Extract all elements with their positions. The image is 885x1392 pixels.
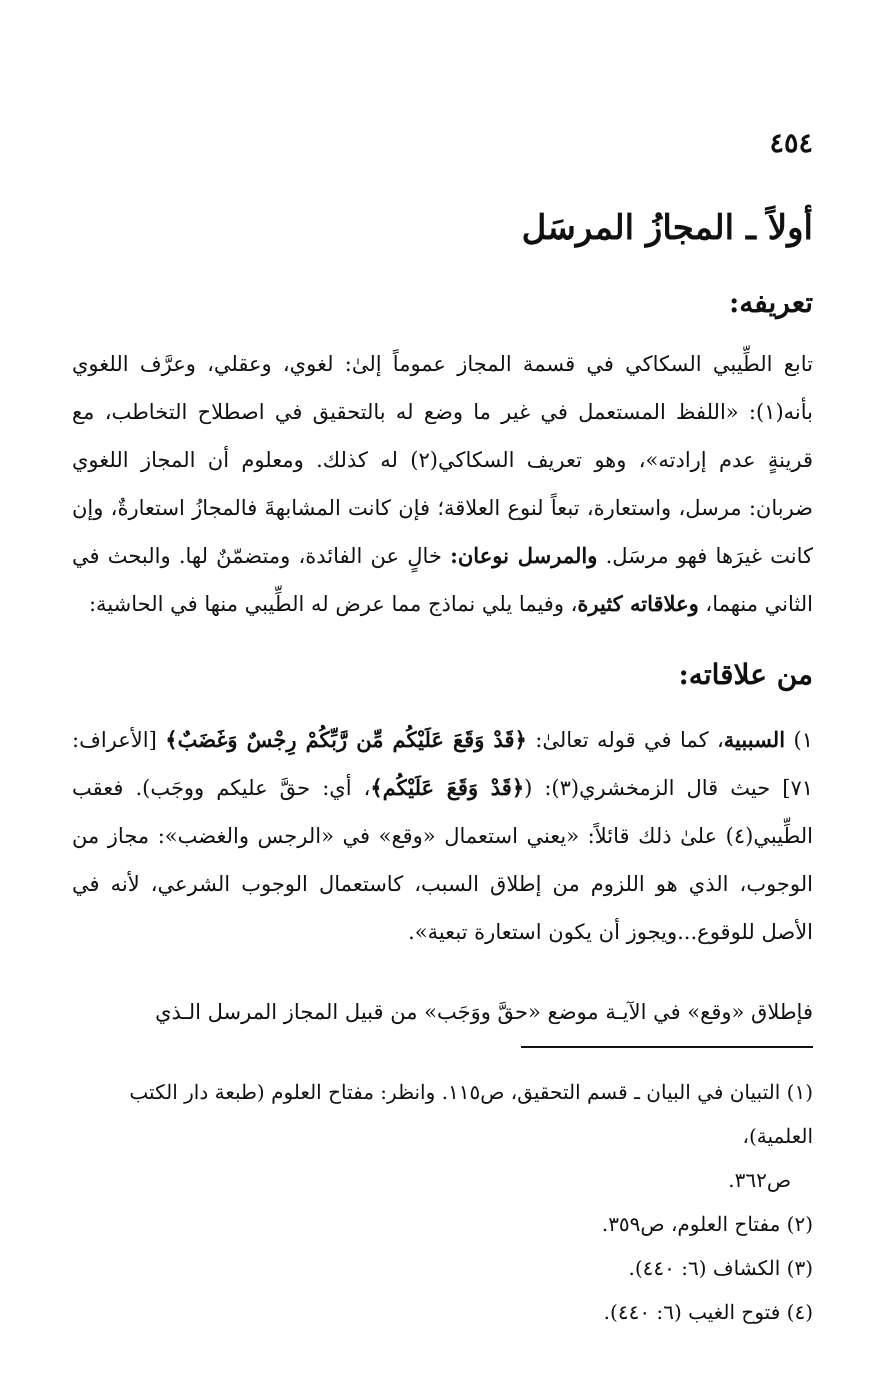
section-heading: أولاً ـ المجازُ المرسَل [521, 208, 813, 248]
footnote-2-text: (٢) مفتاح العلوم، ص٣٥٩. [601, 1212, 813, 1236]
footnote-1 [72, 1070, 813, 1158]
relations-bold: وعلاقاته كثيرة [577, 591, 699, 616]
definition-paragraph [72, 340, 813, 628]
footnote-2 [72, 1202, 813, 1246]
example-number: ١) [793, 728, 813, 752]
footnote-3-text: (٣) الكشاف (٦: ٤٤٠). [628, 1256, 813, 1280]
footnote-1-cont: ص٣٦٢. [728, 1168, 791, 1192]
types-lead: والمرسل نوعان: [450, 543, 598, 568]
example-intro: ، كما في قوله تعالىٰ: [535, 728, 724, 752]
closing-paragraph: فإطلاق «وقع» في الآيـة موضع «حقَّ ووَجَب» من قبيل المجاز المرسل الـذي [155, 1000, 813, 1024]
relations-heading: من علاقاته: [678, 658, 813, 691]
footnotes [72, 1070, 813, 1334]
footnote-1-text: (١) التبيان في البيان ـ قسم التحقيق، ص١١٥. وانظر: مفتاح العلوم (طبعة دار الكتب العلمية)، [129, 1080, 813, 1148]
footnote-4 [72, 1290, 813, 1334]
zamakhshari-intro: حيث قال الزمخشري(٣): ( [524, 776, 783, 800]
example-paragraph [72, 716, 813, 956]
quran-verse: ﴿قَدْ وَقَعَ عَلَيْكُم مِّن رَّبِّكُمْ رِجْسٌ وَغَضَبٌ﴾ [165, 727, 527, 752]
page-number: ٤٥٤ [769, 128, 813, 159]
example-gloss: ، أي: حقَّ عليكم ووجَب). فعقب الطِّيبي(٤) علىٰ ذلك قائلاً: «يعني استعمال «وقع» في «الرجس والغضب»: مجاز من الوجوب، الذي هو اللزوم من إطلاق السبب، كاستعمال الوجوب الشرعي، لأنه في الأصل للوقوع...ويجوز أن يكون استعارة تبعية». [72, 776, 814, 944]
definition-heading: تعريفه: [728, 286, 813, 319]
footnote-4-text: (٤) فتوح الغيب (٦: ٤٤٠). [603, 1300, 813, 1324]
footnote-1-continuation [72, 1158, 813, 1202]
footnote-3 [72, 1246, 813, 1290]
verse-reference: [الأعراف: ٧١] [72, 728, 813, 800]
example-label: السببية [723, 727, 786, 752]
relations-tail: ، وفيما يلي نماذج مما عرض له الطِّيبي منها في الحاشية: [88, 592, 578, 616]
quran-verse-short: ﴿قَدْ وَقَعَ عَلَيْكُم﴾ [370, 775, 525, 800]
types-text: خالٍ عن الفائدة، ومتضمّنٌ لها. والبحث في الثاني منهما، [72, 544, 813, 616]
footnote-divider [521, 1046, 813, 1048]
definition-text: تابع الطِّيبي السكاكي في قسمة المجاز عموماً إلىٰ: لغوي، وعقلي، وعرَّف اللغوي بأنه(١): «اللفظ المستعمل في غير ما وضع له بالتحقيق في اصطلاح التخاطب، مع قرينةٍ عدم إرادته»، وهو تعريف السكاكي(٢) له كذلك. ومعلوم أن المجاز اللغوي ضربان: مرسل، واستعارة، تبعاً لنوع العلاقة؛ فإن كانت المشابهةَ فالمجازُ استعارةٌ، وإن كانت غيرَها فهو مرسَل. [72, 352, 814, 568]
